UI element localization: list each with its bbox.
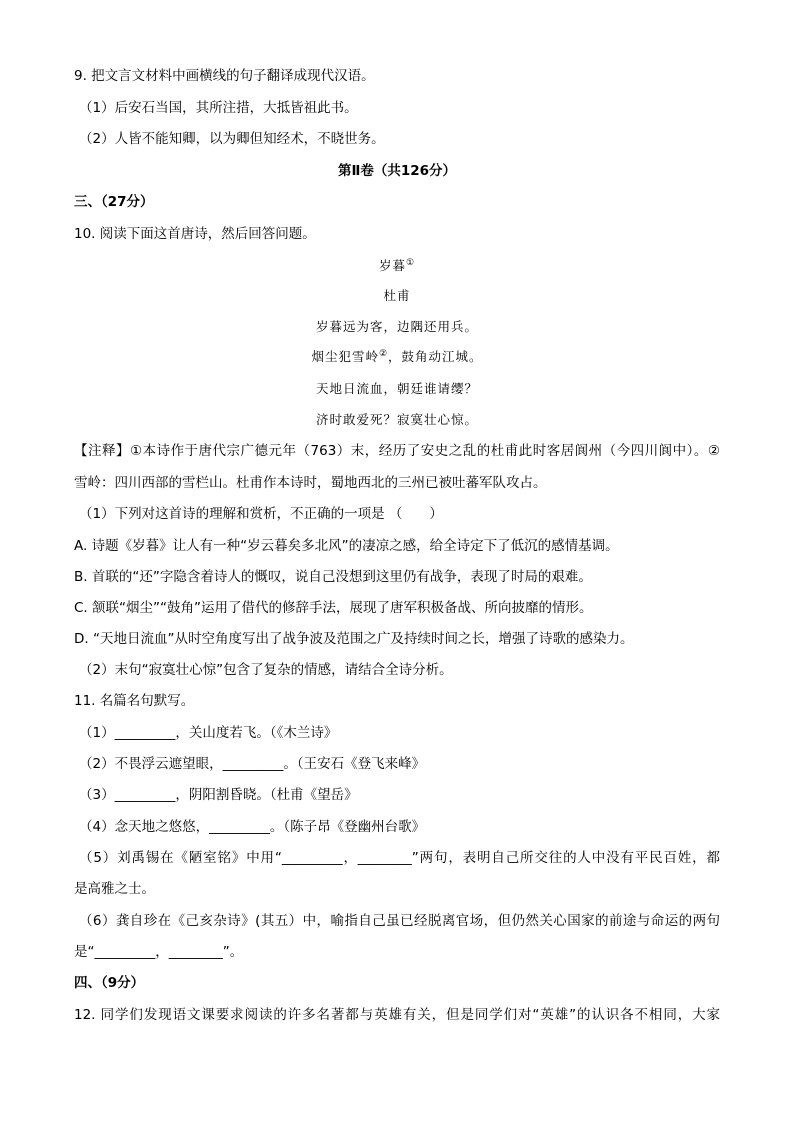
part-3-title: 三、（27分） <box>74 194 154 210</box>
poem-title <box>0 256 794 276</box>
poem-line-4: 济时敢爱死？寂寞壮心惊。 <box>315 412 478 427</box>
poem-line-2 <box>0 347 794 367</box>
poem-line-1: 岁暮远为客，边隅还用兵。 <box>315 319 478 334</box>
q9-sentence-2: （2）人皆不能知卿，以为卿但知经术，不晓世务。 <box>79 131 385 147</box>
q11-item-2: （2）不畏浮云遮望眼，_________。（王安石《登飞来峰》 <box>79 756 426 772</box>
poem-title-text: 岁暮 <box>378 258 406 273</box>
option-b: B. 首联的“还”字隐含着诗人的慨叹，说自己没想到这里仍有战争，表现了时局的艰难。 <box>74 569 592 585</box>
q11-item-4: （4）念天地之悠悠，_________。（陈子昂《登幽州台歌》 <box>79 819 426 835</box>
poem-line-2-footnote-mark: ② <box>378 349 389 359</box>
poem-annotation-line-2: 雪岭：四川西部的雪栏山。杜甫作本诗时，蜀地西北的三州已被吐蕃军队攻占。 <box>74 475 547 491</box>
poem-line-3: 天地日流血，朝廷谁请缨？ <box>315 381 478 396</box>
q10-subquestion-1: （1）下列对这首诗的理解和赏析，不正确的一项是 （ ） <box>79 506 443 522</box>
q10-subquestion-2: （2）末句“寂寞壮心惊”包含了复杂的情感，请结合全诗分析。 <box>79 662 453 678</box>
option-d: D. “天地日流血”从时空角度写出了战争波及范围之广及持续时间之长，增强了诗歌的感染力。 <box>74 631 634 647</box>
poem-line-2-part-b: ，鼓角动江城。 <box>388 349 483 364</box>
q11-item-6-line-2: 是“_________，________”。 <box>74 944 244 960</box>
q12-stem: 12. 同学们发现语文课要求阅读的许多名著都与英雄有关，但是同学们对“英雄”的认识各不相同，大家 <box>74 1007 720 1023</box>
q9-stem: 9. 把文言文材料中画横线的句子翻译成现代汉语。 <box>74 68 375 84</box>
q11-stem: 11. 名篇名句默写。 <box>74 693 195 709</box>
q11-item-1: （1）_________，关山度若飞。（《木兰诗》 <box>79 725 338 741</box>
poem-author: 杜甫 <box>383 288 411 303</box>
q10-stem: 10. 阅读下面这首唐诗，然后回答问题。 <box>74 226 316 242</box>
poem-annotation-line-1: 【注释】①本诗作于唐代宗广德元年（763）末，经历了安史之乱的杜甫此时客居阆州（今四川阆中）。② <box>74 443 720 459</box>
option-a: A. 诗题《岁暮》让人有一种“岁云暮矣多北风”的凄凉之感，给全诗定下了低沉的感情基调。 <box>74 538 619 554</box>
q11-item-5-line-2: 是高雅之士。 <box>74 881 155 897</box>
q11-item-6-line-1: （6）龚自珍在《己亥杂诗》(其五）中，喻指自己虽已经脱离官场，但仍然关心国家的前途与命运的两句 <box>79 913 720 929</box>
q11-item-3: （3）_________，阴阳割昏晓。（杜甫《望岳》 <box>79 787 358 803</box>
option-c: C. 颔联“烟尘”“鼓角”运用了借代的修辞手法，展现了唐军积极备战、所向披靡的情形。 <box>74 600 593 616</box>
q11-item-5-line-1: （5）刘禹锡在《陋室铭》中用“_________，________”两句，表明自己所交往的人中没有平民百姓，都 <box>79 850 720 866</box>
poem-title-footnote-mark: ① <box>405 258 416 268</box>
q9-sentence-1: （1）后安石当国，其所注措，大抵皆祖此书。 <box>79 100 358 116</box>
poem-line-2-part-a: 烟尘犯雪岭 <box>311 349 379 364</box>
part-4-title: 四、（9分） <box>74 975 145 991</box>
section-2-title: 第Ⅱ卷（共126分） <box>337 163 457 179</box>
